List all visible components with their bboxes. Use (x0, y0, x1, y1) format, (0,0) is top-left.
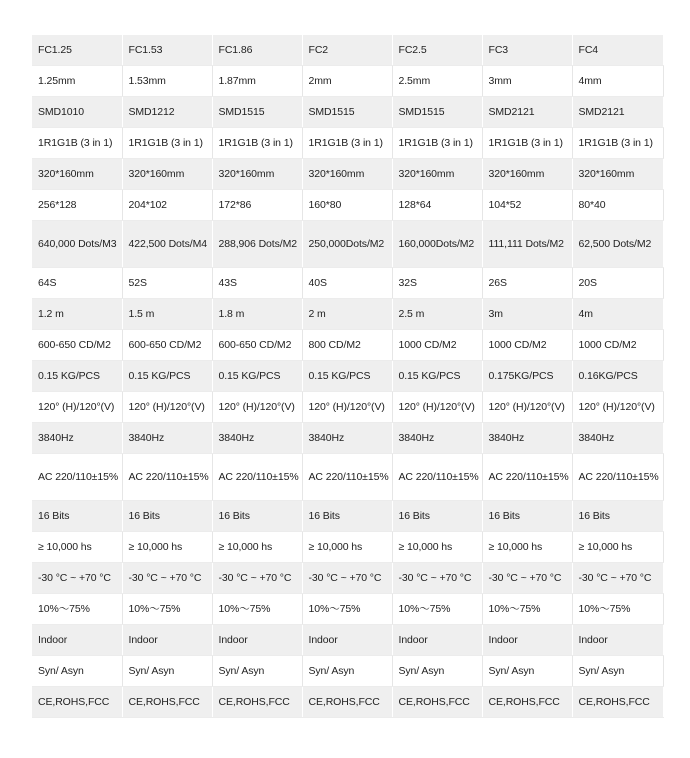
table-cell: AC 220/110±15% (122, 454, 212, 501)
table-cell: 1R1G1B (3 in 1) (572, 128, 663, 159)
table-cell: 120° (H)/120°(V) (212, 392, 302, 423)
table-cell: 3840Hz (482, 423, 572, 454)
table-cell: 1.25mm (32, 66, 122, 97)
table-row (32, 532, 663, 563)
table-cell: Indoor (392, 625, 482, 656)
table-cell: 800 CD/M2 (302, 330, 392, 361)
table-cell: AC 220/110±15% (32, 454, 122, 501)
table-cell: 20S (572, 268, 663, 299)
table-cell: 120° (H)/120°(V) (572, 392, 663, 423)
table-cell: SMD1515 (212, 97, 302, 128)
table-cell: ≥ 10,000 hs (392, 532, 482, 563)
table-row (32, 687, 663, 718)
table-row (32, 656, 663, 687)
table-cell: 3840Hz (572, 423, 663, 454)
model-header-cell: FC1.53 (122, 35, 212, 66)
table-cell: 600-650 CD/M2 (32, 330, 122, 361)
table-row (32, 299, 663, 330)
table-cell: -30 °C ~ +70 °C (572, 563, 663, 594)
table-cell: 52S (122, 268, 212, 299)
table-cell: 0.16KG/PCS (572, 361, 663, 392)
table-cell: 2mm (302, 66, 392, 97)
table-cell: 1R1G1B (3 in 1) (32, 128, 122, 159)
table-cell: Indoor (302, 625, 392, 656)
model-header-cell: FC1.25 (32, 35, 122, 66)
table-cell: CE,ROHS,FCC (32, 687, 122, 718)
table-cell: SMD1515 (392, 97, 482, 128)
table-cell: Syn/ Asyn (122, 656, 212, 687)
table-row (32, 423, 663, 454)
table-cell: CE,ROHS,FCC (482, 687, 572, 718)
table-cell: Indoor (482, 625, 572, 656)
table-cell: -30 °C ~ +70 °C (392, 563, 482, 594)
table-cell: 0.15 KG/PCS (122, 361, 212, 392)
table-row (32, 501, 663, 532)
table-cell: ≥ 10,000 hs (482, 532, 572, 563)
model-header-cell: FC1.86 (212, 35, 302, 66)
table-cell: 16 Bits (572, 501, 663, 532)
model-header-cell: FC4 (572, 35, 663, 66)
table-cell: 3m (482, 299, 572, 330)
table-cell: SMD2121 (572, 97, 663, 128)
table-cell: AC 220/110±15% (482, 454, 572, 501)
table-cell: -30 °C ~ +70 °C (212, 563, 302, 594)
table-cell: 0.15 KG/PCS (212, 361, 302, 392)
table-cell: CE,ROHS,FCC (122, 687, 212, 718)
table-cell: Syn/ Asyn (572, 656, 663, 687)
model-header-cell: FC3 (482, 35, 572, 66)
table-row (32, 97, 663, 128)
table-cell: 10%～75% (32, 594, 122, 625)
spec-table-body (32, 35, 663, 718)
table-cell: 111,111 Dots/M2 (482, 221, 572, 268)
table-cell: 0.15 KG/PCS (302, 361, 392, 392)
table-cell: 160*80 (302, 190, 392, 221)
table-cell: 0.175KG/PCS (482, 361, 572, 392)
table-cell: CE,ROHS,FCC (572, 687, 663, 718)
table-cell: 250,000Dots/M2 (302, 221, 392, 268)
table-cell: 600-650 CD/M2 (122, 330, 212, 361)
table-row (32, 563, 663, 594)
table-cell: 2.5 m (392, 299, 482, 330)
table-cell: 1.5 m (122, 299, 212, 330)
table-cell: 10%～75% (482, 594, 572, 625)
table-cell: 120° (H)/120°(V) (122, 392, 212, 423)
table-cell: SMD2121 (482, 97, 572, 128)
table-cell: 32S (392, 268, 482, 299)
table-cell: ≥ 10,000 hs (572, 532, 663, 563)
table-row (32, 128, 663, 159)
table-cell: 1.87mm (212, 66, 302, 97)
table-cell: AC 220/110±15% (212, 454, 302, 501)
table-row (32, 190, 663, 221)
table-cell: 320*160mm (212, 159, 302, 190)
table-cell: 26S (482, 268, 572, 299)
table-cell: 120° (H)/120°(V) (302, 392, 392, 423)
table-cell: 16 Bits (302, 501, 392, 532)
table-row (32, 66, 663, 97)
table-cell: 3mm (482, 66, 572, 97)
table-cell: 320*160mm (32, 159, 122, 190)
table-cell: 120° (H)/120°(V) (32, 392, 122, 423)
table-cell: 16 Bits (32, 501, 122, 532)
table-cell: Syn/ Asyn (482, 656, 572, 687)
table-row (32, 330, 663, 361)
table-cell: 320*160mm (572, 159, 663, 190)
table-cell: ≥ 10,000 hs (302, 532, 392, 563)
table-cell: -30 °C ~ +70 °C (302, 563, 392, 594)
model-header-cell: FC2 (302, 35, 392, 66)
table-row (32, 392, 663, 423)
table-cell: CE,ROHS,FCC (392, 687, 482, 718)
table-cell: 2 m (302, 299, 392, 330)
table-cell: 1R1G1B (3 in 1) (212, 128, 302, 159)
table-row (32, 361, 663, 392)
table-cell: 288,906 Dots/M2 (212, 221, 302, 268)
table-cell: CE,ROHS,FCC (302, 687, 392, 718)
table-row (32, 454, 663, 501)
table-cell: SMD1010 (32, 97, 122, 128)
table-cell: Indoor (122, 625, 212, 656)
table-cell: 0.15 KG/PCS (392, 361, 482, 392)
table-cell: 256*128 (32, 190, 122, 221)
table-cell: 3840Hz (302, 423, 392, 454)
table-cell: 320*160mm (392, 159, 482, 190)
table-cell: -30 °C ~ +70 °C (122, 563, 212, 594)
table-cell: 16 Bits (212, 501, 302, 532)
table-cell: Syn/ Asyn (392, 656, 482, 687)
table-cell: 1000 CD/M2 (572, 330, 663, 361)
table-cell: SMD1212 (122, 97, 212, 128)
table-cell: 10%～75% (122, 594, 212, 625)
spec-table (32, 35, 664, 718)
table-cell: 0.15 KG/PCS (32, 361, 122, 392)
table-cell: 120° (H)/120°(V) (392, 392, 482, 423)
table-cell: 1000 CD/M2 (482, 330, 572, 361)
table-row (32, 159, 663, 190)
table-cell: 172*86 (212, 190, 302, 221)
table-cell: 120° (H)/120°(V) (482, 392, 572, 423)
table-cell: 4mm (572, 66, 663, 97)
table-cell: 1000 CD/M2 (392, 330, 482, 361)
table-cell: 160,000Dots/M2 (392, 221, 482, 268)
table-cell: ≥ 10,000 hs (122, 532, 212, 563)
table-cell: 1.8 m (212, 299, 302, 330)
table-cell: 320*160mm (122, 159, 212, 190)
table-cell: 320*160mm (302, 159, 392, 190)
table-cell: -30 °C ~ +70 °C (482, 563, 572, 594)
table-cell: 10%～75% (392, 594, 482, 625)
table-cell: 204*102 (122, 190, 212, 221)
table-cell: Syn/ Asyn (212, 656, 302, 687)
table-cell: ≥ 10,000 hs (32, 532, 122, 563)
table-cell: 80*40 (572, 190, 663, 221)
model-header-cell: FC2.5 (392, 35, 482, 66)
table-cell: -30 °C ~ +70 °C (32, 563, 122, 594)
table-cell: SMD1515 (302, 97, 392, 128)
table-cell: 10%～75% (302, 594, 392, 625)
table-cell: 1R1G1B (3 in 1) (122, 128, 212, 159)
table-cell: 16 Bits (482, 501, 572, 532)
table-cell: 10%～75% (212, 594, 302, 625)
table-row (32, 268, 663, 299)
table-cell: 640,000 Dots/M3 (32, 221, 122, 268)
table-row (32, 594, 663, 625)
table-cell: 16 Bits (392, 501, 482, 532)
table-cell: 40S (302, 268, 392, 299)
table-cell: 600-650 CD/M2 (212, 330, 302, 361)
table-cell: 422,500 Dots/M4 (122, 221, 212, 268)
table-cell: AC 220/110±15% (572, 454, 663, 501)
table-cell: AC 220/110±15% (302, 454, 392, 501)
table-cell: CE,ROHS,FCC (212, 687, 302, 718)
table-cell: 64S (32, 268, 122, 299)
table-cell: 3840Hz (32, 423, 122, 454)
table-cell: 104*52 (482, 190, 572, 221)
table-cell: 62,500 Dots/M2 (572, 221, 663, 268)
table-cell: 1R1G1B (3 in 1) (392, 128, 482, 159)
table-cell: 10%～75% (572, 594, 663, 625)
table-cell: 1.53mm (122, 66, 212, 97)
table-cell: Indoor (572, 625, 663, 656)
table-cell: 1R1G1B (3 in 1) (482, 128, 572, 159)
table-cell: 320*160mm (482, 159, 572, 190)
table-cell: 16 Bits (122, 501, 212, 532)
table-cell: Indoor (212, 625, 302, 656)
table-cell: 1.2 m (32, 299, 122, 330)
table-cell: Indoor (32, 625, 122, 656)
table-cell: 3840Hz (122, 423, 212, 454)
table-cell: 3840Hz (212, 423, 302, 454)
table-cell: 128*64 (392, 190, 482, 221)
table-cell: 43S (212, 268, 302, 299)
table-header-row (32, 35, 663, 66)
table-cell: AC 220/110±15% (392, 454, 482, 501)
table-cell: Syn/ Asyn (32, 656, 122, 687)
table-cell: 1R1G1B (3 in 1) (302, 128, 392, 159)
table-cell: Syn/ Asyn (302, 656, 392, 687)
table-row (32, 625, 663, 656)
table-row (32, 221, 663, 268)
table-cell: 3840Hz (392, 423, 482, 454)
table-cell: 4m (572, 299, 663, 330)
table-cell: ≥ 10,000 hs (212, 532, 302, 563)
table-cell: 2.5mm (392, 66, 482, 97)
